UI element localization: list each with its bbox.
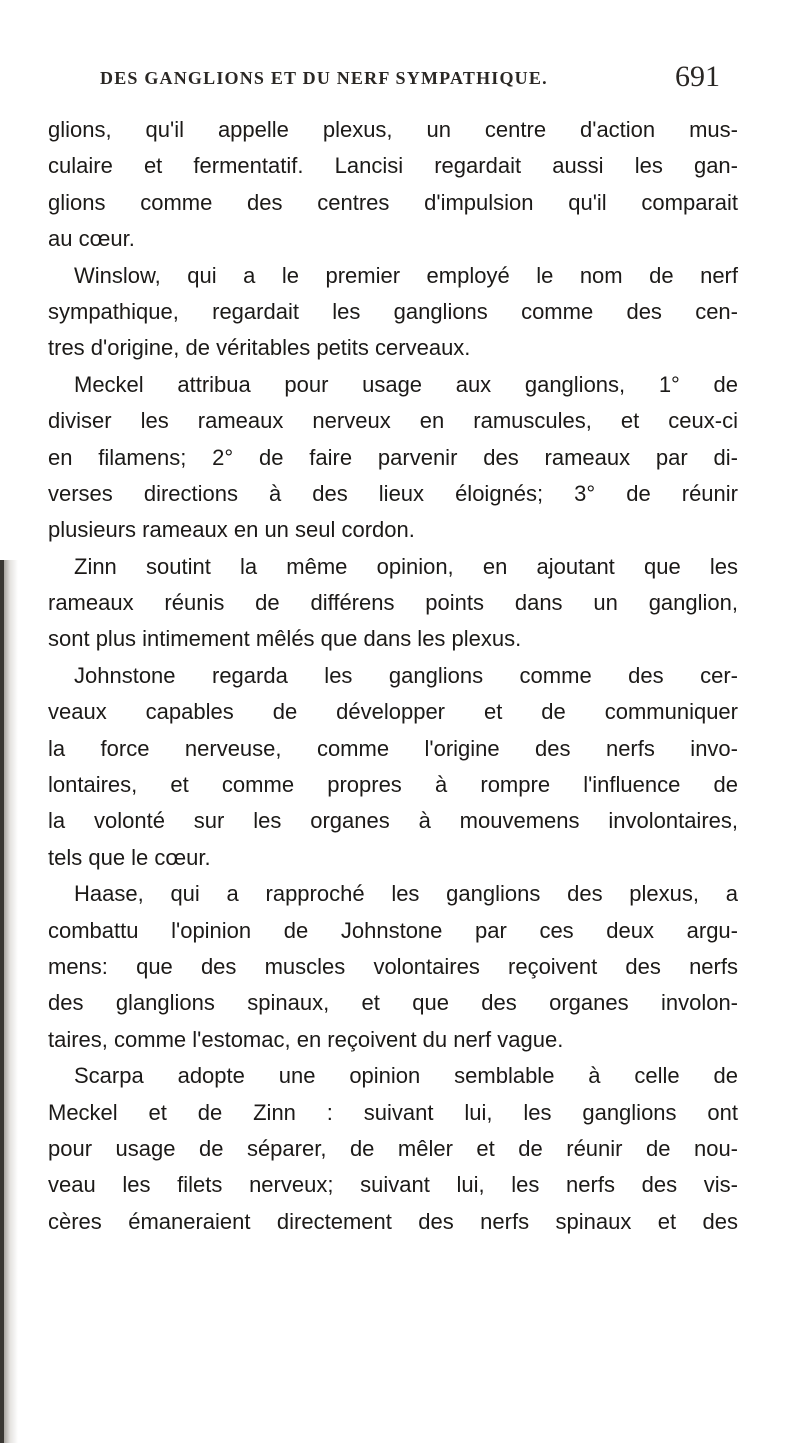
text-line: sont plus intimement mêlés que dans les plexus.: [48, 626, 522, 652]
text-line: Winslow, qui a le premier employé le nom de nerf: [74, 262, 738, 288]
text-line: des glanglions spinaux, et que des organes involon-: [48, 990, 738, 1016]
page-number: 691: [675, 60, 720, 93]
text-line: glions, qu'il appelle plexus, un centre d'action mus-: [48, 117, 738, 142]
text-line: Johnstone regarda les ganglions comme des cer-: [74, 662, 738, 688]
text-line: verses directions à des lieux éloignés; 3° de réunir: [48, 480, 738, 506]
running-head: DES GANGLIONS ET DU NERF SYMPATHIQUE.: [100, 68, 548, 88]
text-line: au cœur.: [48, 226, 135, 252]
text-line: Meckel et de Zinn : suivant lui, les ganglions ont: [48, 1099, 738, 1125]
text-line: lontaires, et comme propres à rompre l'influence de: [48, 772, 738, 798]
text-line: sympathique, regardait les ganglions comme des cen-: [48, 298, 738, 324]
text-line: veau les filets nerveux; suivant lui, les nerfs des vis-: [48, 1172, 738, 1198]
binding-shadow: [0, 560, 18, 1443]
text-line: cères émaneraient directement des nerfs spinaux et des: [48, 1208, 738, 1234]
body-text: [48, 112, 738, 1240]
text-line: tels que le cœur.: [48, 844, 211, 870]
text-line: rameaux réunis de différens points dans un ganglion,: [48, 590, 738, 616]
text-line: Scarpa adopte une opinion semblable à celle de: [74, 1063, 738, 1089]
binding-edge: [0, 560, 4, 1443]
text-line: glions comme des centres d'impulsion qu'il comparait: [48, 189, 738, 215]
text-line: plusieurs rameaux en un seul cordon.: [48, 517, 415, 543]
text-line: tres d'origine, de véritables petits cerveaux.: [48, 335, 471, 361]
text-line: culaire et fermentatif. Lancisi regardait aussi les gan-: [48, 153, 738, 179]
text-line: mens: que des muscles volontaires reçoivent des nerfs: [48, 953, 738, 979]
text-line: en filamens; 2° de faire parvenir des rameaux par di-: [48, 444, 738, 470]
text-line: taires, comme l'estomac, en reçoivent du nerf vague.: [48, 1026, 564, 1052]
page-header: [100, 60, 720, 100]
text-line: la volonté sur les organes à mouvemens involontaires,: [48, 808, 738, 834]
text-line: Zinn soutint la même opinion, en ajoutant que les: [74, 553, 738, 579]
text-line: diviser les rameaux nerveux en ramuscules, et ceux-ci: [48, 408, 738, 434]
text-line: la force nerveuse, comme l'origine des nerfs invo-: [48, 735, 738, 761]
text-line: combattu l'opinion de Johnstone par ces deux argu-: [48, 917, 738, 943]
text-line: pour usage de séparer, de mêler et de réunir de nou-: [48, 1135, 738, 1161]
text-line: veaux capables de développer et de communiquer: [48, 699, 738, 725]
text-line: Haase, qui a rapproché les ganglions des plexus, a: [74, 881, 738, 907]
text-line: Meckel attribua pour usage aux ganglions, 1° de: [74, 371, 738, 397]
